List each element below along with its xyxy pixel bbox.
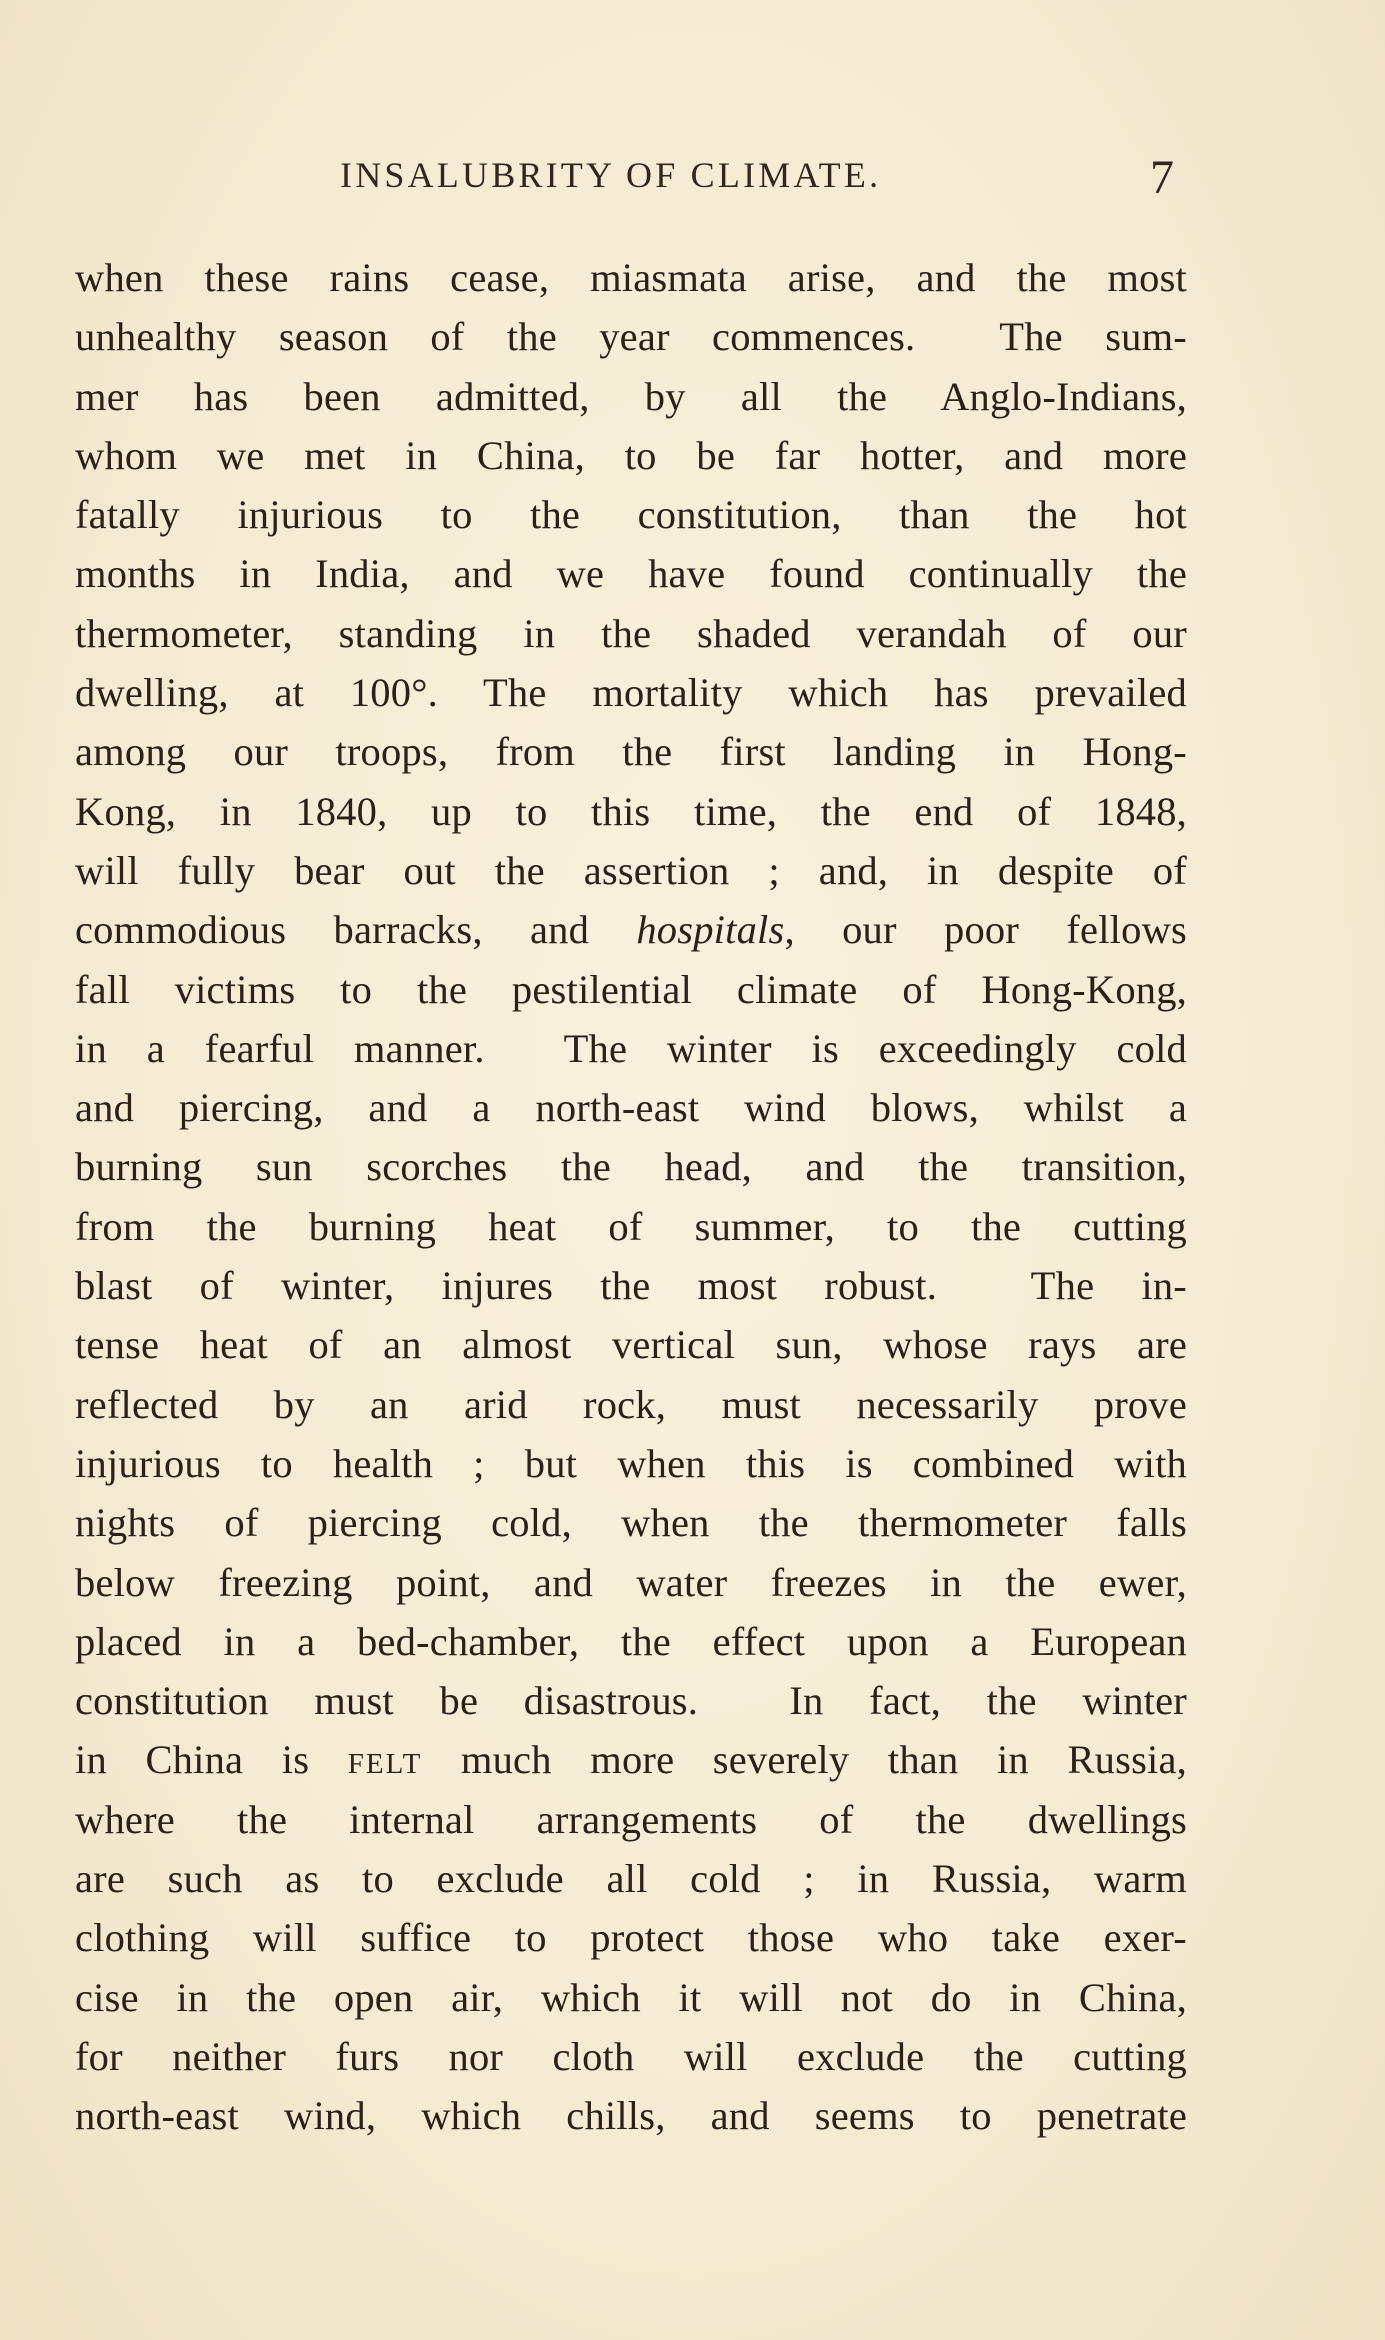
text-line <box>75 1434 1187 1493</box>
text-line <box>75 663 1187 722</box>
text-line <box>75 1612 1187 1671</box>
text-segment: unhealthy season of the year commences. The sum- <box>75 314 1187 360</box>
text-line <box>75 1908 1187 1967</box>
text-line <box>75 248 1187 307</box>
text-segment: whom we met in China, to be far hotter, and more <box>75 432 1187 478</box>
text-segment: in China is <box>75 1737 348 1783</box>
page-number: 7 <box>1150 151 1174 204</box>
body-text <box>75 248 1187 2146</box>
text-line <box>75 960 1187 1019</box>
text-segment: will fully bear out the assertion ; and, in despite of <box>75 847 1187 893</box>
text-line <box>75 2027 1187 2086</box>
text-line <box>75 1375 1187 1434</box>
text-line <box>75 544 1187 603</box>
text-line <box>75 1553 1187 1612</box>
text-line <box>75 1078 1187 1137</box>
text-segment: in a fearful manner. The winter is exceedingly cold <box>75 1025 1187 1071</box>
text-segment: north-east wind, which chills, and seems to penetrate <box>75 2093 1187 2139</box>
text-segment: commodious barracks, and <box>75 907 637 953</box>
text-segment: dwelling, at 100°. The mortality which has prevailed <box>75 670 1187 716</box>
text-segment: cise in the open air, which it will not do in China, <box>75 1974 1187 2020</box>
text-segment: tense heat of an almost vertical sun, whose rays are <box>75 1322 1187 1368</box>
text-segment: below freezing point, and water freezes in the ewer, <box>75 1559 1187 1605</box>
text-segment: fatally injurious to the constitution, than the hot <box>75 492 1187 538</box>
text-segment: reflected by an arid rock, must necessarily prove <box>75 1381 1187 1427</box>
text-segment: clothing will suffice to protect those who take exer- <box>75 1915 1187 1961</box>
text-segment: nights of piercing cold, when the thermometer falls <box>75 1500 1187 1546</box>
text-segment: thermometer, standing in the shaded verandah of our <box>75 610 1187 656</box>
text-segment: much more severely than in Russia, <box>422 1737 1187 1783</box>
italic-text: hospitals <box>636 907 785 953</box>
text-line <box>75 485 1187 544</box>
text-line <box>75 841 1187 900</box>
text-line <box>75 1790 1187 1849</box>
text-line <box>75 426 1187 485</box>
text-segment: fall victims to the pestilential climate of Hong-Kong, <box>75 966 1187 1012</box>
text-segment: burning sun scorches the head, and the transition, <box>75 1144 1187 1190</box>
text-line <box>75 1968 1187 2027</box>
text-line <box>75 1197 1187 1256</box>
text-line <box>75 1849 1187 1908</box>
text-segment: are such as to exclude all cold ; in Russia, warm <box>75 1856 1187 1902</box>
text-segment: where the internal arrangements of the dwellings <box>75 1796 1187 1842</box>
text-segment: Kong, in 1840, up to this time, the end of 1848, <box>75 788 1187 834</box>
text-segment: placed in a bed-chamber, the effect upon a European <box>75 1618 1187 1664</box>
text-line <box>75 1493 1187 1552</box>
text-segment: blast of winter, injures the most robust. The in- <box>75 1263 1187 1309</box>
text-line <box>75 2086 1187 2145</box>
text-segment: among our troops, from the first landing in Hong- <box>75 729 1187 775</box>
text-segment: from the burning heat of summer, to the cutting <box>75 1203 1187 1249</box>
text-segment: constitution must be disastrous. In fact, the winter <box>75 1678 1187 1724</box>
text-line <box>75 1671 1187 1730</box>
text-line <box>75 900 1187 959</box>
text-line <box>75 1730 1187 1789</box>
small-caps-text: FELT <box>347 1748 423 1781</box>
text-line <box>75 1315 1187 1374</box>
text-segment: injurious to health ; but when this is combined with <box>75 1440 1187 1486</box>
page-header <box>0 150 1385 210</box>
text-segment: months in India, and we have found continually the <box>75 551 1187 597</box>
text-line <box>75 722 1187 781</box>
running-title: INSALUBRITY OF CLIMATE. <box>340 155 882 195</box>
text-line <box>75 1256 1187 1315</box>
text-line <box>75 604 1187 663</box>
text-segment: mer has been admitted, by all the Anglo-Indians, <box>75 373 1187 419</box>
text-line <box>75 1019 1187 1078</box>
text-segment: and piercing, and a north-east wind blows, whilst a <box>75 1085 1187 1131</box>
text-segment: , our poor fellows <box>784 907 1187 953</box>
text-line <box>75 782 1187 841</box>
text-line <box>75 367 1187 426</box>
text-segment: for neither furs nor cloth will exclude the cutting <box>75 2033 1187 2079</box>
text-line <box>75 307 1187 366</box>
text-line <box>75 1137 1187 1196</box>
text-segment: when these rains cease, miasmata arise, and the most <box>75 255 1187 300</box>
